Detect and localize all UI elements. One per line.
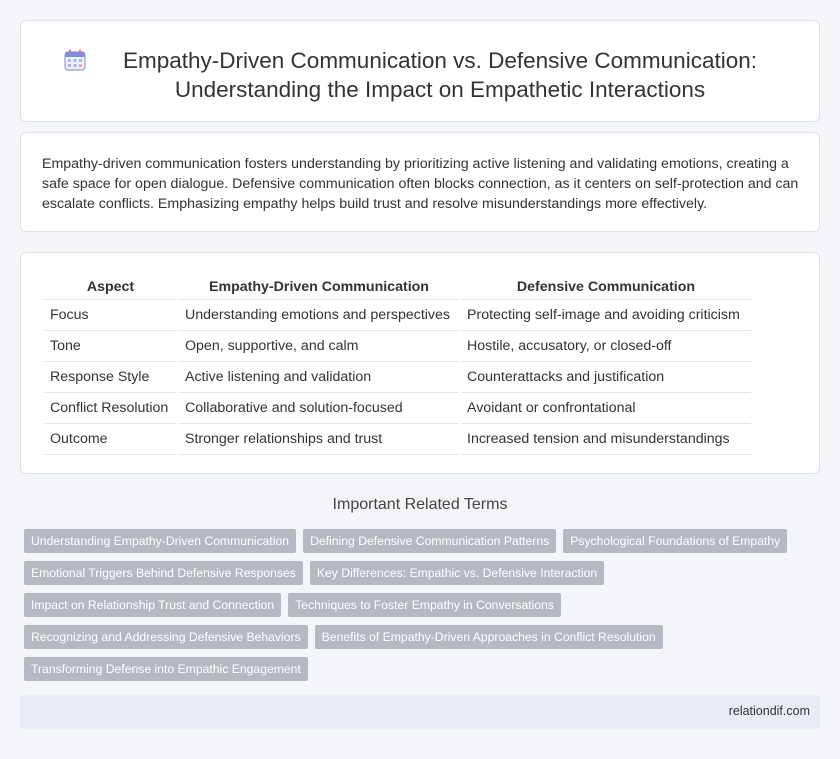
related-term-tag[interactable]: Benefits of Empathy-Driven Approaches in Conflict Resolution	[315, 625, 663, 649]
comparison-table-card	[20, 252, 820, 474]
column-header-aspect: Aspect	[44, 274, 177, 300]
table-cell: Counterattacks and justification	[461, 362, 751, 393]
table-cell: Response Style	[44, 362, 177, 393]
table-row	[44, 331, 751, 362]
table-row	[44, 362, 751, 393]
comparison-table	[42, 274, 753, 455]
related-term-tag[interactable]: Defining Defensive Communication Patterns	[303, 529, 556, 553]
related-term-tag[interactable]: Psychological Foundations of Empathy	[563, 529, 787, 553]
table-cell: Outcome	[44, 424, 177, 455]
related-term-tag[interactable]: Impact on Relationship Trust and Connection	[24, 593, 281, 617]
table-cell: Conflict Resolution	[44, 393, 177, 424]
related-terms-tags	[24, 529, 804, 689]
related-term-tag[interactable]: Transforming Defense into Empathic Engagement	[24, 657, 308, 681]
related-term-tag[interactable]: Emotional Triggers Behind Defensive Responses	[24, 561, 303, 585]
footer	[20, 695, 820, 729]
tag-row	[24, 561, 804, 585]
table-cell: Open, supportive, and calm	[179, 331, 459, 362]
tag-row	[24, 625, 804, 649]
related-term-tag[interactable]: Recognizing and Addressing Defensive Behaviors	[24, 625, 308, 649]
footer-site-link[interactable]: relationdif.com	[728, 704, 810, 718]
table-cell: Active listening and validation	[179, 362, 459, 393]
intro-paragraph: Empathy-driven communication fosters understanding by prioritizing active listening and validating emotions, creating a safe space for open dialogue. Defensive communication often blocks connection, as it centers on self-protection and can escalate conflicts. Emphasizing empathy helps build trust and resolve misunderstandings more effectively.	[42, 156, 799, 212]
table-row	[44, 393, 751, 424]
related-term-tag[interactable]: Understanding Empathy-Driven Communication	[24, 529, 296, 553]
table-cell: Stronger relationships and trust	[179, 424, 459, 455]
related-term-tag[interactable]: Techniques to Foster Empathy in Conversations	[288, 593, 561, 617]
column-header-empathy: Empathy-Driven Communication	[179, 274, 459, 300]
related-term-tag[interactable]: Key Differences: Empathic vs. Defensive Interaction	[310, 561, 604, 585]
tag-row	[24, 529, 804, 553]
tag-row	[24, 593, 804, 617]
table-header-row	[44, 274, 751, 300]
related-terms-title: Important Related Terms	[332, 496, 508, 513]
table-cell: Hostile, accusatory, or closed-off	[461, 331, 751, 362]
intro-card	[20, 132, 820, 232]
table-cell: Tone	[44, 331, 177, 362]
tag-row	[24, 657, 804, 681]
table-cell: Collaborative and solution-focused	[179, 393, 459, 424]
table-cell: Avoidant or confrontational	[461, 393, 751, 424]
table-cell: Increased tension and misunderstandings	[461, 424, 751, 455]
column-header-defensive: Defensive Communication	[461, 274, 751, 300]
table-cell: Focus	[44, 300, 177, 331]
table-row	[44, 424, 751, 455]
table-cell: Understanding emotions and perspectives	[179, 300, 459, 331]
table-row	[44, 300, 751, 331]
table-cell: Protecting self-image and avoiding criticism	[461, 300, 751, 331]
header-card	[20, 20, 820, 122]
page-title: Empathy-Driven Communication vs. Defensive Communication: Understanding the Impact on Empathetic Interactions	[123, 48, 757, 102]
